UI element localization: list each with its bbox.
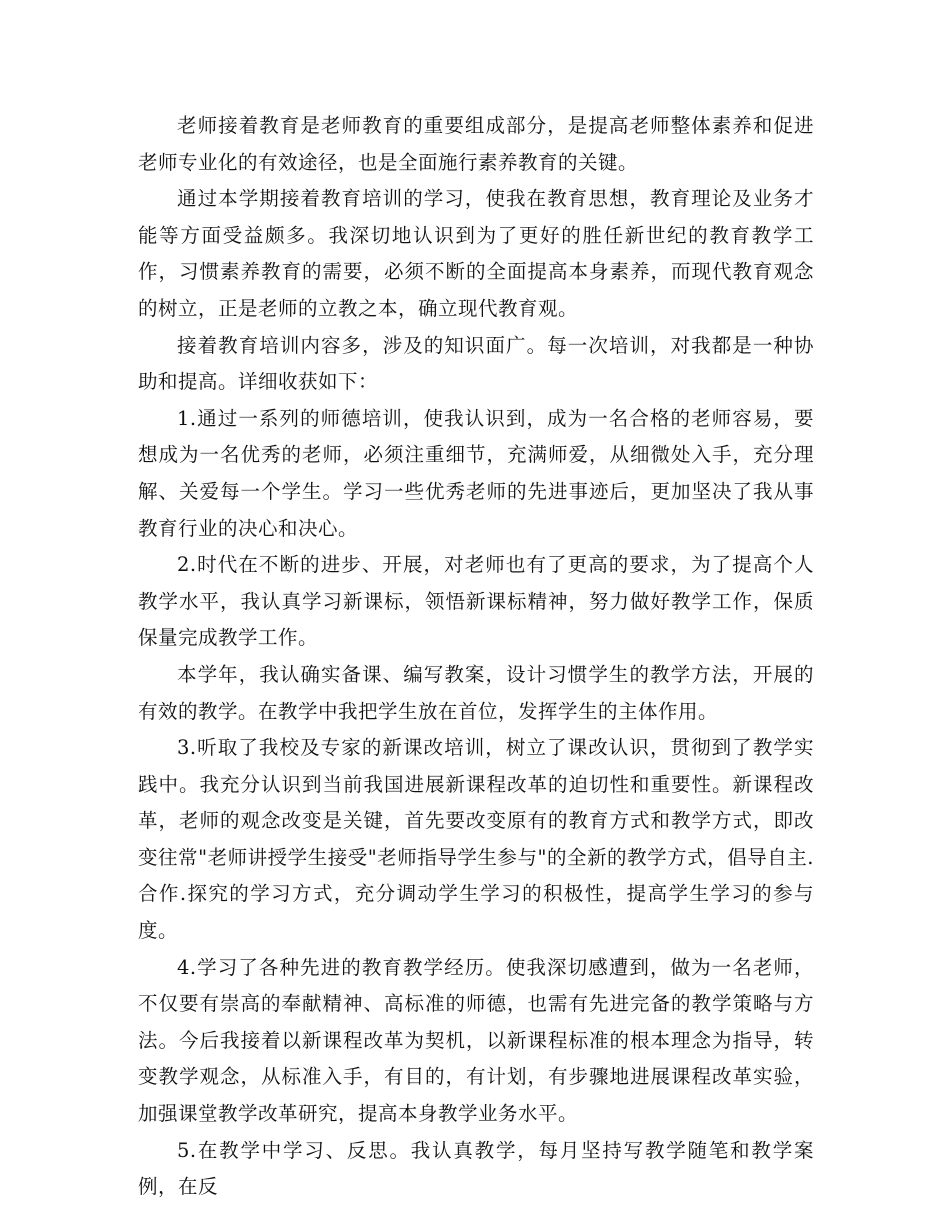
paragraph-intro: 老师接着教育是老师教育的重要组成部分，是提高老师整体素养和促进老师专业化的有效途径，也是全面施行素养教育的关键。 [138,114,814,174]
paragraph-lesson-prep: 本学年，我认确实备课、编写教案，设计习惯学生的教学方法，开展的有效的教学。在教学中我把学生放在首位，发挥学生的主体作用。 [138,662,814,723]
paragraph-training-benefits: 通过本学期接着教育培训的学习，使我在教育思想，教育理论及业务才能等方面受益颇多。我深切地认识到为了更好的胜任新世纪的教育教学工作，习惯素养教育的需要，必须不断的全面提高本身素养，而现代教育观念的树立，正是老师的立教之本，确立现代教育观。 [138,187,814,320]
paragraph-item-5-reflection: 5.在教学中学习、反思。我认真教学，每月坚持写教学随笔和教学案例，在反 [138,1138,814,1199]
paragraph-item-2-standards: 2.时代在不断的进步、开展，对老师也有了更高的要求，为了提高个人教学水平，我认真学习新课标，领悟新课标精神，努力做好教学工作，保质保量完成教学工作。 [138,553,814,650]
paragraph-item-1-ethics: 1.通过一系列的师德培训，使我认识到，成为一名合格的老师容易，要想成为一名优秀的老师，必须注重细节，充满师爱，从细微处入手，充分理解、关爱每一个学生。学习一些优秀老师的先进事迹后，更加坚决了我从事教育行业的决心和决心。 [138,406,814,540]
document-body [138,108,814,1206]
paragraph-item-4-experience: 4.学习了各种先进的教育教学经历。使我深切感遭到，做为一名老师，不仅要有崇高的奉献精神、高标准的师德，也需有先进完备的教学策略与方法。今后我接着以新课程改革为契机，以新课程标准的根本理念为指导，转变教学观念，从标准入手，有目的，有计划，有步骤地进展课程改革实验，加强课堂教学改革研究，提高本身教学业务水平。 [138,955,814,1126]
paragraph-item-3-reform: 3.听取了我校及专家的新课改培训，树立了课改认识，贯彻到了教学实践中。我充分认识到当前我国进展新课程改革的迫切性和重要性。新课程改革，老师的观念改变是关键，首先要改变原有的教育方式和教学方式，即改变往常"老师讲授学生接受"老师指导学生参与"的全新的教学方式，倡导自主.合作.探究的学习方式，充分调动学生学习的积极性，提高学生学习的参与度。 [138,736,814,943]
paragraph-training-content: 接着教育培训内容多，涉及的知识面广。每一次培训，对我都是一种协助和提高。详细收获如下： [138,333,814,394]
